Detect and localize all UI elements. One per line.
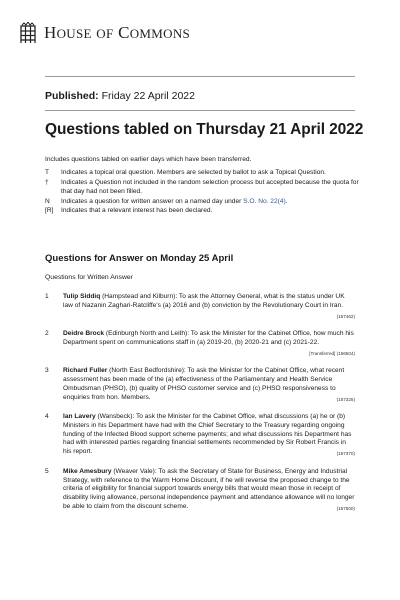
legend-text: Indicates a Question not included in the random selection process but accepted because the quota for that day had not been filled. (61, 178, 359, 196)
section-heading: Questions for Answer on Monday 25 April (45, 253, 234, 264)
section-subheading: Questions for Written Answer (45, 274, 133, 281)
portcullis-icon (19, 22, 37, 44)
published-date: Friday 22 April 2022 (101, 90, 195, 102)
question-body: Ian Lavery (Wansbeck): To ask the Minister for the Cabinet Office, what discussions (a) he or (b) Ministers in his Department have had with the Chief Secretary to the Treasury regarding ongoing funding of the Infected Blood support scheme payments; and what discussions his Department has had with interested parties regarding financial settlements recommended by Sir Robert Francis in his report. (157370) (63, 413, 355, 459)
legend (45, 168, 365, 216)
published-line (45, 90, 195, 102)
legend-item-named-day (45, 197, 365, 207)
legend-symbol: [R] (45, 207, 54, 215)
questions-list (45, 293, 355, 522)
list-item (45, 367, 355, 404)
house-of-commons-title: HOUSE OF COMMONS (44, 23, 191, 42)
intro-text: Includes questions tabled on earlier days which have been transferred. (45, 156, 252, 163)
legend-text: Indicates that a relevant interest has been declared. (61, 207, 213, 215)
question-body: Tulip Siddiq (Hampstead and Kilburn): To ask the Attorney General, what is the status under UK law of Nazanin Zaghari-Ratcliffe's (a) 2016 and (b) conviction by the Revolutionary Court in Iran. (157462) (63, 293, 355, 321)
page-title: Questions tabled on Thursday 21 April 2022 (45, 121, 364, 138)
header (19, 22, 190, 44)
list-item (45, 468, 355, 514)
question-asker: Richard Fuller (63, 367, 108, 375)
question-number: 3 (45, 367, 49, 375)
question-reference: (157325) (336, 396, 355, 402)
list-item (45, 293, 355, 321)
question-number: 1 (45, 293, 49, 300)
legend-symbol: † (45, 178, 49, 186)
question-number: 5 (45, 467, 49, 475)
list-item (45, 413, 355, 459)
legend-text: Indicates a topical oral question. Members are selected by ballot to ask a Topical Question. (61, 169, 326, 176)
published-divider (45, 110, 355, 111)
legend-text: Indicates a question for written answer on a named day under S.O. No. 22(4). (61, 197, 288, 205)
header-divider (45, 76, 355, 77)
question-body: Richard Fuller (North East Bedfordshire): To ask the Minister for the Cabinet Office, what recent assessment has been made of the (a) effectiveness of the Parliamentary and Health Service Ombudsman (PHSO), (b) quality of PHSO customer service and (c) PHSO responsiveness to enquiries from hon. Members. (157325) (63, 367, 355, 404)
question-reference: (157370) (336, 451, 355, 457)
legend-item-quota (45, 178, 365, 197)
question-number: 2 (45, 330, 49, 338)
published-label: Published: (45, 90, 99, 102)
question-reference: (157500) (336, 505, 355, 511)
standing-order-link[interactable]: S.O. No. 22(4) (243, 197, 286, 205)
question-asker: Deidre Brock (63, 330, 105, 338)
question-number: 4 (45, 413, 49, 421)
legend-item-interest (45, 206, 365, 216)
question-asker: Ian Lavery (63, 413, 96, 421)
legend-symbol: N (45, 197, 50, 205)
list-item (45, 330, 355, 358)
legend-symbol: T (45, 169, 50, 176)
question-reference: [Transferred] (156504) (309, 350, 355, 356)
question-asker: Tulip Siddiq (63, 293, 101, 300)
question-body: Mike Amesbury (Weaver Vale): To ask the Secretary of State for Business, Energy and Industrial Strategy, with reference to the Warm Home Discount, if he will reverse the proposed change to the criteria of eligibility for financial support towards energy bills that would mean those in receipt of disability living allowance, personal independence payment and attendance allowance will no longer be able to claim from the discount scheme. (157500) (63, 468, 355, 514)
legend-item-topical (45, 168, 365, 178)
question-reference: (157462) (336, 313, 355, 319)
question-body: Deidre Brock (Edinburgh North and Leith): To ask the Minister for the Cabinet Office, how much his Department spent on communications staff in (a) 2019-20, (b) 2020-21 and (c) 2021-22. [Transferred] (156504) (63, 330, 355, 358)
question-asker: Mike Amesbury (63, 467, 112, 475)
